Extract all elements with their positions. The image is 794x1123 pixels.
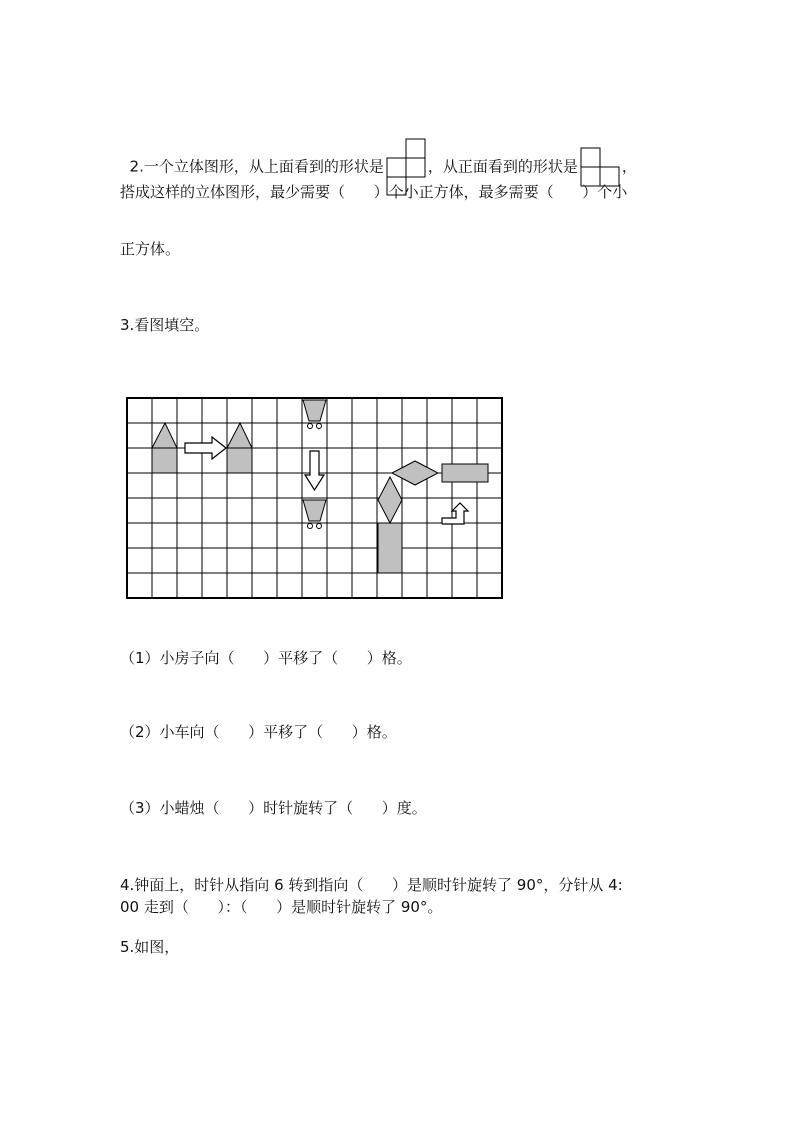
q3-sub3: （3）小蜡烛（ ）时针旋转了（ ）度。	[120, 799, 427, 817]
q2-line1-text-b: ，从正面看到的形状是	[427, 157, 578, 176]
q4-line1: 4.钟面上，时针从指向 6 转到指向（ ）是顺时针旋转了 90°，分针从 4:	[120, 876, 623, 894]
house-original	[152, 423, 177, 473]
car-original	[303, 400, 326, 429]
grid-lines	[127, 398, 502, 598]
house-moved	[227, 423, 252, 473]
grid-svg	[126, 397, 506, 603]
q3-sub1: （1）小房子向（ ）平移了（ ）格。	[120, 649, 412, 667]
car-moved	[303, 500, 326, 529]
rotate-arrow-icon	[442, 503, 468, 524]
q4-line2: 00 走到（ ）：（ ）是顺时针旋转了 90°。	[120, 898, 443, 916]
q2-line1-text-a: 2.一个立体图形，从上面看到的形状是	[129, 157, 384, 176]
q2-line1-text-c: ，	[621, 157, 637, 176]
q3-title: 3.看图填空。	[120, 316, 210, 334]
down-arrow-icon	[305, 451, 324, 490]
q3-grid-figure	[126, 397, 506, 607]
q3-sub2: （2）小车向（ ）平移了（ ）格。	[120, 723, 397, 741]
right-arrow-icon	[185, 437, 226, 459]
q2-line2: 搭成这样的立体图形，最少需要（ ）个小正方体，最多需要（ ）个小	[120, 183, 628, 201]
q5-title: 5.如图，	[120, 938, 180, 956]
front-view-figure	[580, 147, 620, 187]
q2-line3: 正方体。	[120, 240, 181, 258]
candle-original	[378, 477, 402, 573]
